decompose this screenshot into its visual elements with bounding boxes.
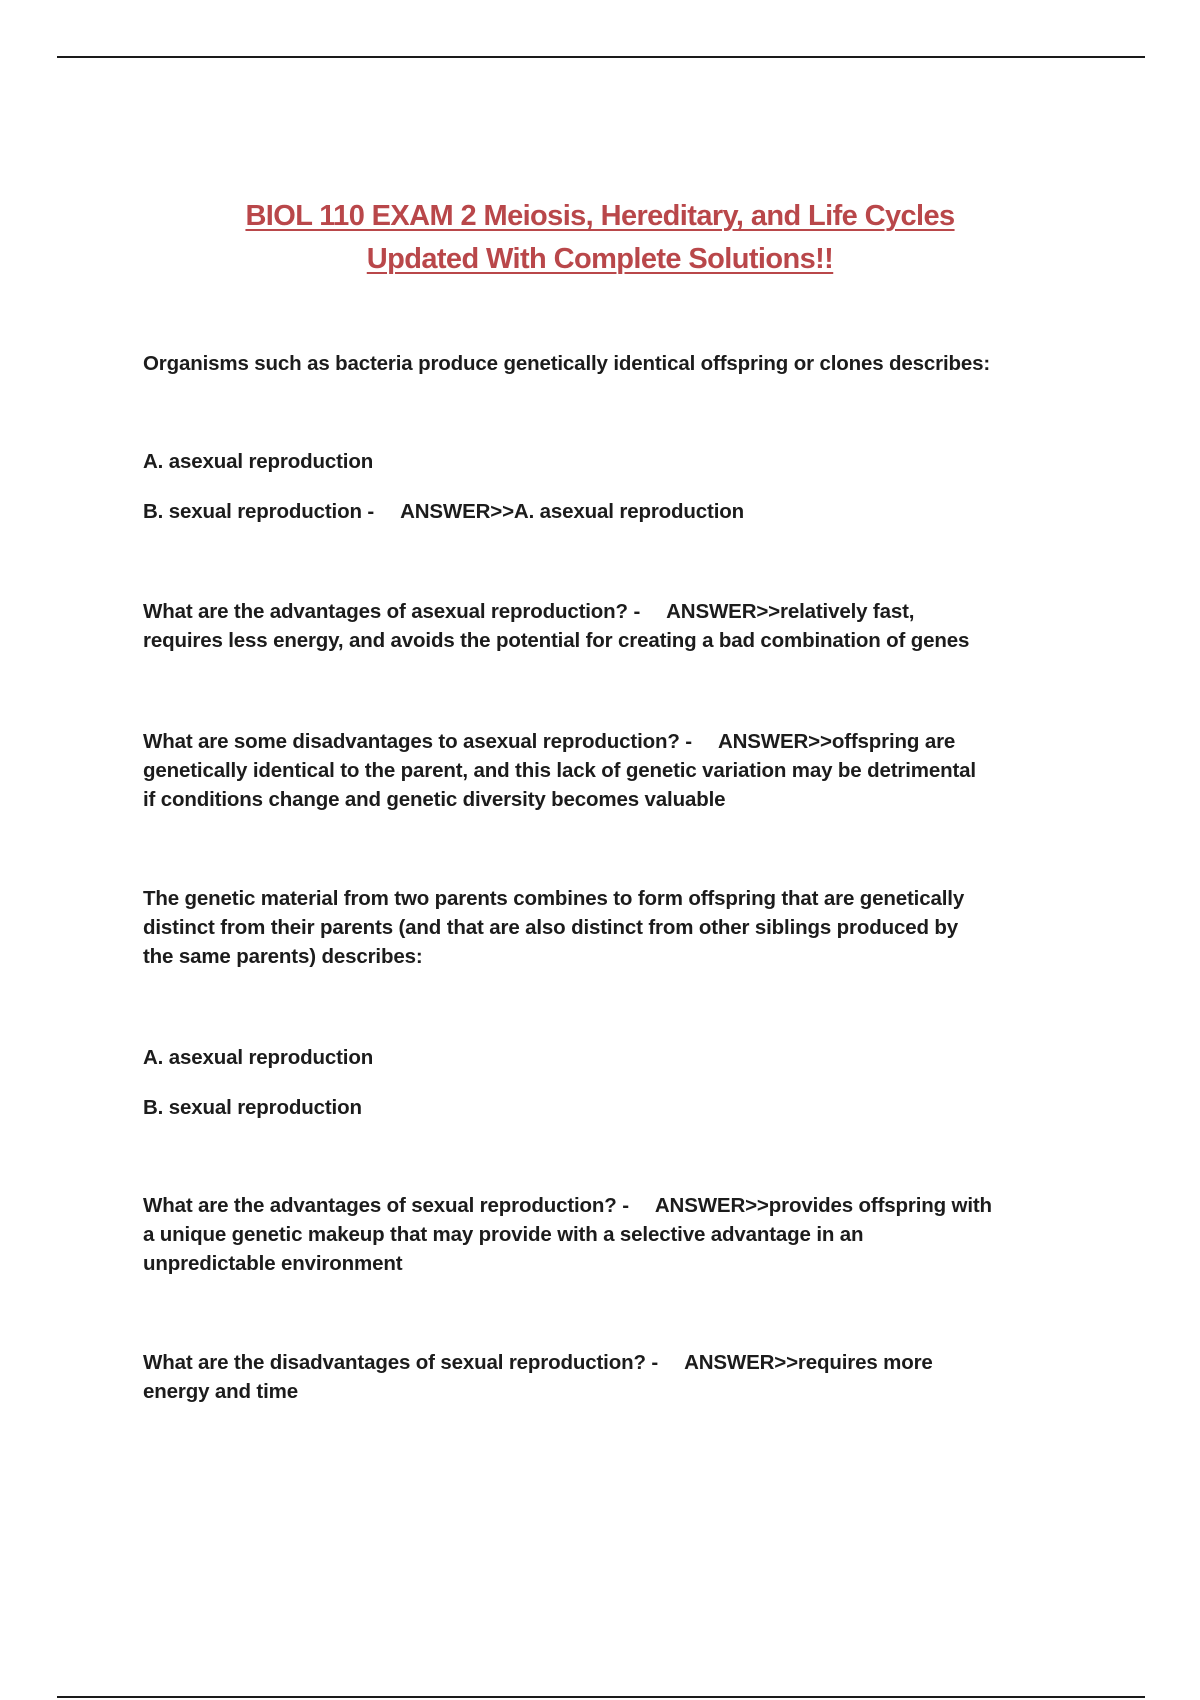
title-line-2: Updated With Complete Solutions!! (366, 243, 834, 275)
answer-text: ANSWER>>relatively fast, (666, 600, 915, 623)
question-advantages-asexual (143, 597, 1143, 655)
question-text: What are the advantages of asexual reproduction? - (143, 600, 641, 623)
question-disadvantages-sexual (143, 1348, 1143, 1406)
question-text: What are the disadvantages of sexual reproduction? - (143, 1351, 659, 1374)
answer-continuation: energy and time (143, 1380, 298, 1403)
footer-rule (57, 1696, 1145, 1698)
option-a-asexual (143, 1043, 1143, 1072)
question-text: the same parents) describes: (143, 945, 423, 968)
question-text: distinct from their parents (and that are also distinct from other siblings produced by (143, 916, 959, 939)
question-bacteria-clones (143, 349, 1143, 378)
option-b-sexual-with-answer (143, 497, 1143, 526)
option-b-sexual (143, 1093, 1143, 1122)
answer-text: ANSWER>>A. asexual reproduction (400, 500, 744, 523)
question-text: Organisms such as bacteria produce genetically identical offspring or clones describes: (143, 352, 991, 375)
answer-text: ANSWER>>requires more (684, 1351, 933, 1374)
header-rule (57, 56, 1145, 58)
answer-text: ANSWER>>provides offspring with (654, 1194, 992, 1217)
answer-continuation: requires less energy, and avoids the potential for creating a bad combination of genes (143, 629, 970, 652)
option-text: A. asexual reproduction (143, 450, 374, 473)
option-text: A. asexual reproduction (143, 1046, 374, 1069)
option-text: B. sexual reproduction - (143, 500, 375, 523)
question-text: What are some disadvantages to asexual reproduction? - (143, 730, 692, 753)
answer-continuation: if conditions change and genetic diversity becomes valuable (143, 788, 726, 811)
answer-continuation: a unique genetic makeup that may provide with a selective advantage in an (143, 1223, 864, 1246)
question-text: What are the advantages of sexual reproduction? - (143, 1194, 629, 1217)
answer-continuation: genetically identical to the parent, and this lack of genetic variation may be detrimental (143, 759, 976, 782)
question-advantages-sexual (143, 1191, 1143, 1278)
answer-text: ANSWER>>offspring are (717, 730, 956, 753)
option-text: B. sexual reproduction (143, 1096, 362, 1119)
title-line-1: BIOL 110 EXAM 2 Meiosis, Hereditary, and Life Cycles (245, 200, 955, 232)
document-title (0, 195, 1200, 281)
option-a-asexual (143, 447, 1143, 476)
question-genetic-material-two-parents (143, 884, 1143, 971)
answer-continuation: unpredictable environment (143, 1252, 403, 1275)
question-disadvantages-asexual (143, 727, 1143, 814)
question-text: The genetic material from two parents combines to form offspring that are genetically (143, 887, 965, 910)
